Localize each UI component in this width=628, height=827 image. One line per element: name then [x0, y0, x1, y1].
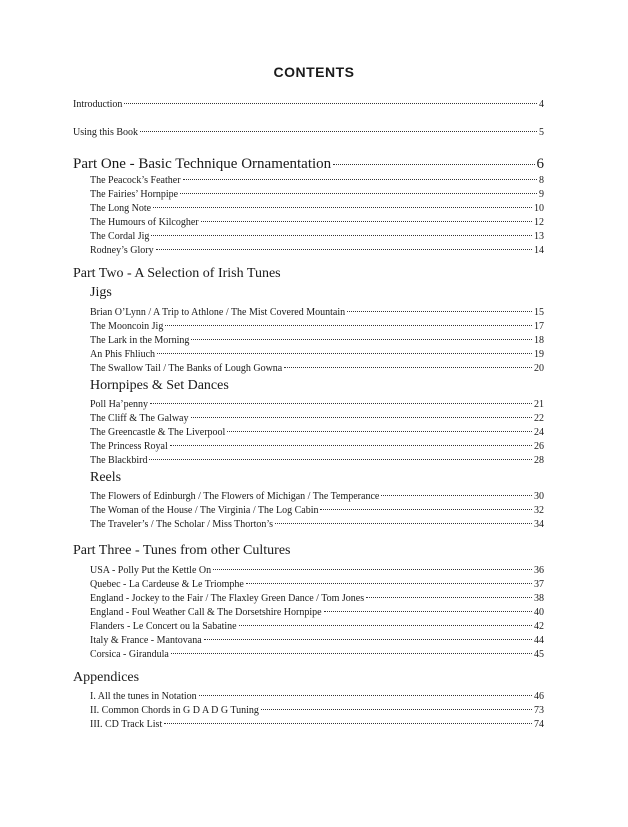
toc-label: The Peacock’s Feather — [90, 175, 181, 186]
leader-dots — [164, 713, 532, 724]
toc-page-number: 36 — [534, 565, 544, 576]
leader-dots — [180, 183, 537, 194]
jigs-heading[interactable]: Jigs — [90, 285, 112, 300]
toc-label: Quebec - La Cardeuse & Le Triomphe — [90, 579, 244, 590]
leader-dots — [275, 513, 532, 524]
hornpipes-heading[interactable]: Hornpipes & Set Dances — [90, 378, 229, 393]
toc-page-number: 17 — [534, 321, 544, 332]
leader-dots — [320, 499, 532, 510]
toc-page-number: 5 — [539, 127, 544, 138]
leader-dots — [170, 435, 532, 446]
leader-dots — [201, 211, 532, 222]
toc-page-number: 12 — [534, 217, 544, 228]
leader-dots — [333, 149, 534, 165]
toc-label: The Greencastle & The Liverpool — [90, 427, 226, 438]
leader-dots — [157, 343, 532, 354]
leader-dots — [213, 559, 532, 570]
leader-dots — [324, 601, 532, 612]
toc-page-number: 21 — [534, 399, 544, 410]
leader-dots — [239, 615, 532, 626]
toc-label: The Swallow Tail / The Banks of Lough Gowna — [90, 363, 283, 374]
toc-label: The Traveler’s / The Scholar / Miss Thorton’s — [90, 519, 274, 530]
leader-dots — [199, 685, 532, 696]
toc-label: England - Jockey to the Fair / The Flaxley Green Dance / Tom Jones — [90, 593, 365, 604]
leader-dots — [246, 573, 532, 584]
toc-label: The Cordal Jig — [90, 231, 150, 242]
toc-page-number: 28 — [534, 455, 544, 466]
toc-page-number: 46 — [534, 691, 544, 702]
toc-page-number: 30 — [534, 491, 544, 502]
toc-entry[interactable] — [90, 716, 544, 730]
toc-entry-using-this-book[interactable] — [73, 124, 544, 138]
leader-dots — [227, 421, 532, 432]
toc-page-number: 8 — [539, 175, 544, 186]
leader-dots — [171, 643, 532, 654]
toc-page-number: 44 — [534, 635, 544, 646]
leader-dots — [191, 407, 533, 418]
toc-label: Flanders - Le Concert ou la Sabatine — [90, 621, 237, 632]
toc-label: Italy & France - Mantovana — [90, 635, 202, 646]
leader-dots — [124, 93, 537, 104]
leader-dots — [191, 329, 532, 340]
leader-dots — [284, 357, 532, 368]
toc-label: Introduction — [73, 99, 123, 110]
toc-page-number: 45 — [534, 649, 544, 660]
toc-label: USA - Polly Put the Kettle On — [90, 565, 212, 576]
leader-dots — [366, 587, 532, 598]
toc-label: The Princess Royal — [90, 441, 168, 452]
toc-page-number: 32 — [534, 505, 544, 516]
leader-dots — [204, 629, 532, 640]
toc-page-number: 42 — [534, 621, 544, 632]
toc-page-number: 6 — [536, 156, 544, 172]
toc-label: Using this Book — [73, 127, 139, 138]
leader-dots — [156, 239, 532, 250]
part-two-heading[interactable]: Part Two - A Selection of Irish Tunes — [73, 266, 281, 281]
leader-dots — [153, 197, 532, 208]
toc-entry-introduction[interactable] — [73, 96, 544, 110]
toc-label: The Flowers of Edinburgh / The Flowers of Michigan / The Temperance — [90, 491, 380, 502]
toc-entry[interactable] — [90, 516, 544, 530]
toc-label: III. CD Track List — [90, 719, 163, 730]
toc-page-number: 4 — [539, 99, 544, 110]
toc-entry[interactable] — [90, 242, 544, 256]
toc-label: I. All the tunes in Notation — [90, 691, 197, 702]
toc-page-number: 20 — [534, 363, 544, 374]
toc-entry[interactable] — [90, 452, 544, 466]
toc-label: The Blackbird — [90, 455, 148, 466]
page-title: CONTENTS — [273, 64, 355, 80]
toc-page-number: 73 — [534, 705, 544, 716]
toc-label: England - Foul Weather Call & The Dorsetshire Hornpipe — [90, 607, 322, 618]
reels-heading[interactable]: Reels — [90, 470, 122, 485]
toc-page-number: 19 — [534, 349, 544, 360]
leader-dots — [347, 301, 532, 312]
toc-label: The Humours of Kilcogher — [90, 217, 199, 228]
leader-dots — [151, 225, 532, 236]
appendices-heading[interactable]: Appendices — [73, 670, 140, 685]
toc-page-number: 15 — [534, 307, 544, 318]
leader-dots — [140, 121, 537, 132]
toc-label: The Long Note — [90, 203, 152, 214]
toc-label: An Phis Fhliuch — [90, 349, 156, 360]
part-three-heading[interactable]: Part Three - Tunes from other Cultures — [73, 543, 291, 558]
toc-page-number: 26 — [534, 441, 544, 452]
toc-label: The Cliff & The Galway — [90, 413, 189, 424]
leader-dots — [261, 699, 532, 710]
leader-dots — [165, 315, 532, 326]
toc-page-number: 22 — [534, 413, 544, 424]
toc-page-number: 74 — [534, 719, 544, 730]
toc-page-number: 18 — [534, 335, 544, 346]
toc-page-number: 37 — [534, 579, 544, 590]
toc-label: Poll Ha’penny — [90, 399, 149, 410]
leader-dots — [150, 393, 532, 404]
toc-page-number: 9 — [539, 189, 544, 200]
toc-label: II. Common Chords in G D A D G Tuning — [90, 705, 259, 716]
toc-label: Corsica - Girandula — [90, 649, 169, 660]
toc-page-number: 34 — [534, 519, 544, 530]
leader-dots — [149, 449, 532, 460]
toc-page-number: 24 — [534, 427, 544, 438]
toc-label: The Fairies’ Hornpipe — [90, 189, 179, 200]
toc-label: The Lark in the Morning — [90, 335, 190, 346]
toc-page-number: 40 — [534, 607, 544, 618]
toc-label: Rodney’s Glory — [90, 245, 154, 256]
leader-dots — [183, 169, 537, 180]
toc-label: The Mooncoin Jig — [90, 321, 164, 332]
toc-page-number: 10 — [534, 203, 544, 214]
toc-label: The Woman of the House / The Virginia / The Log Cabin — [90, 505, 319, 516]
toc-page-number: 13 — [534, 231, 544, 242]
toc-entry[interactable] — [90, 360, 544, 374]
part-heading-label: Part One - Basic Technique Ornamentation — [73, 156, 332, 172]
leader-dots — [381, 485, 532, 496]
toc-entry[interactable] — [90, 646, 544, 660]
toc-page-number: 38 — [534, 593, 544, 604]
toc-page-number: 14 — [534, 245, 544, 256]
toc-label: Brian O’Lynn / A Trip to Athlone / The Mist Covered Mountain — [90, 307, 346, 318]
